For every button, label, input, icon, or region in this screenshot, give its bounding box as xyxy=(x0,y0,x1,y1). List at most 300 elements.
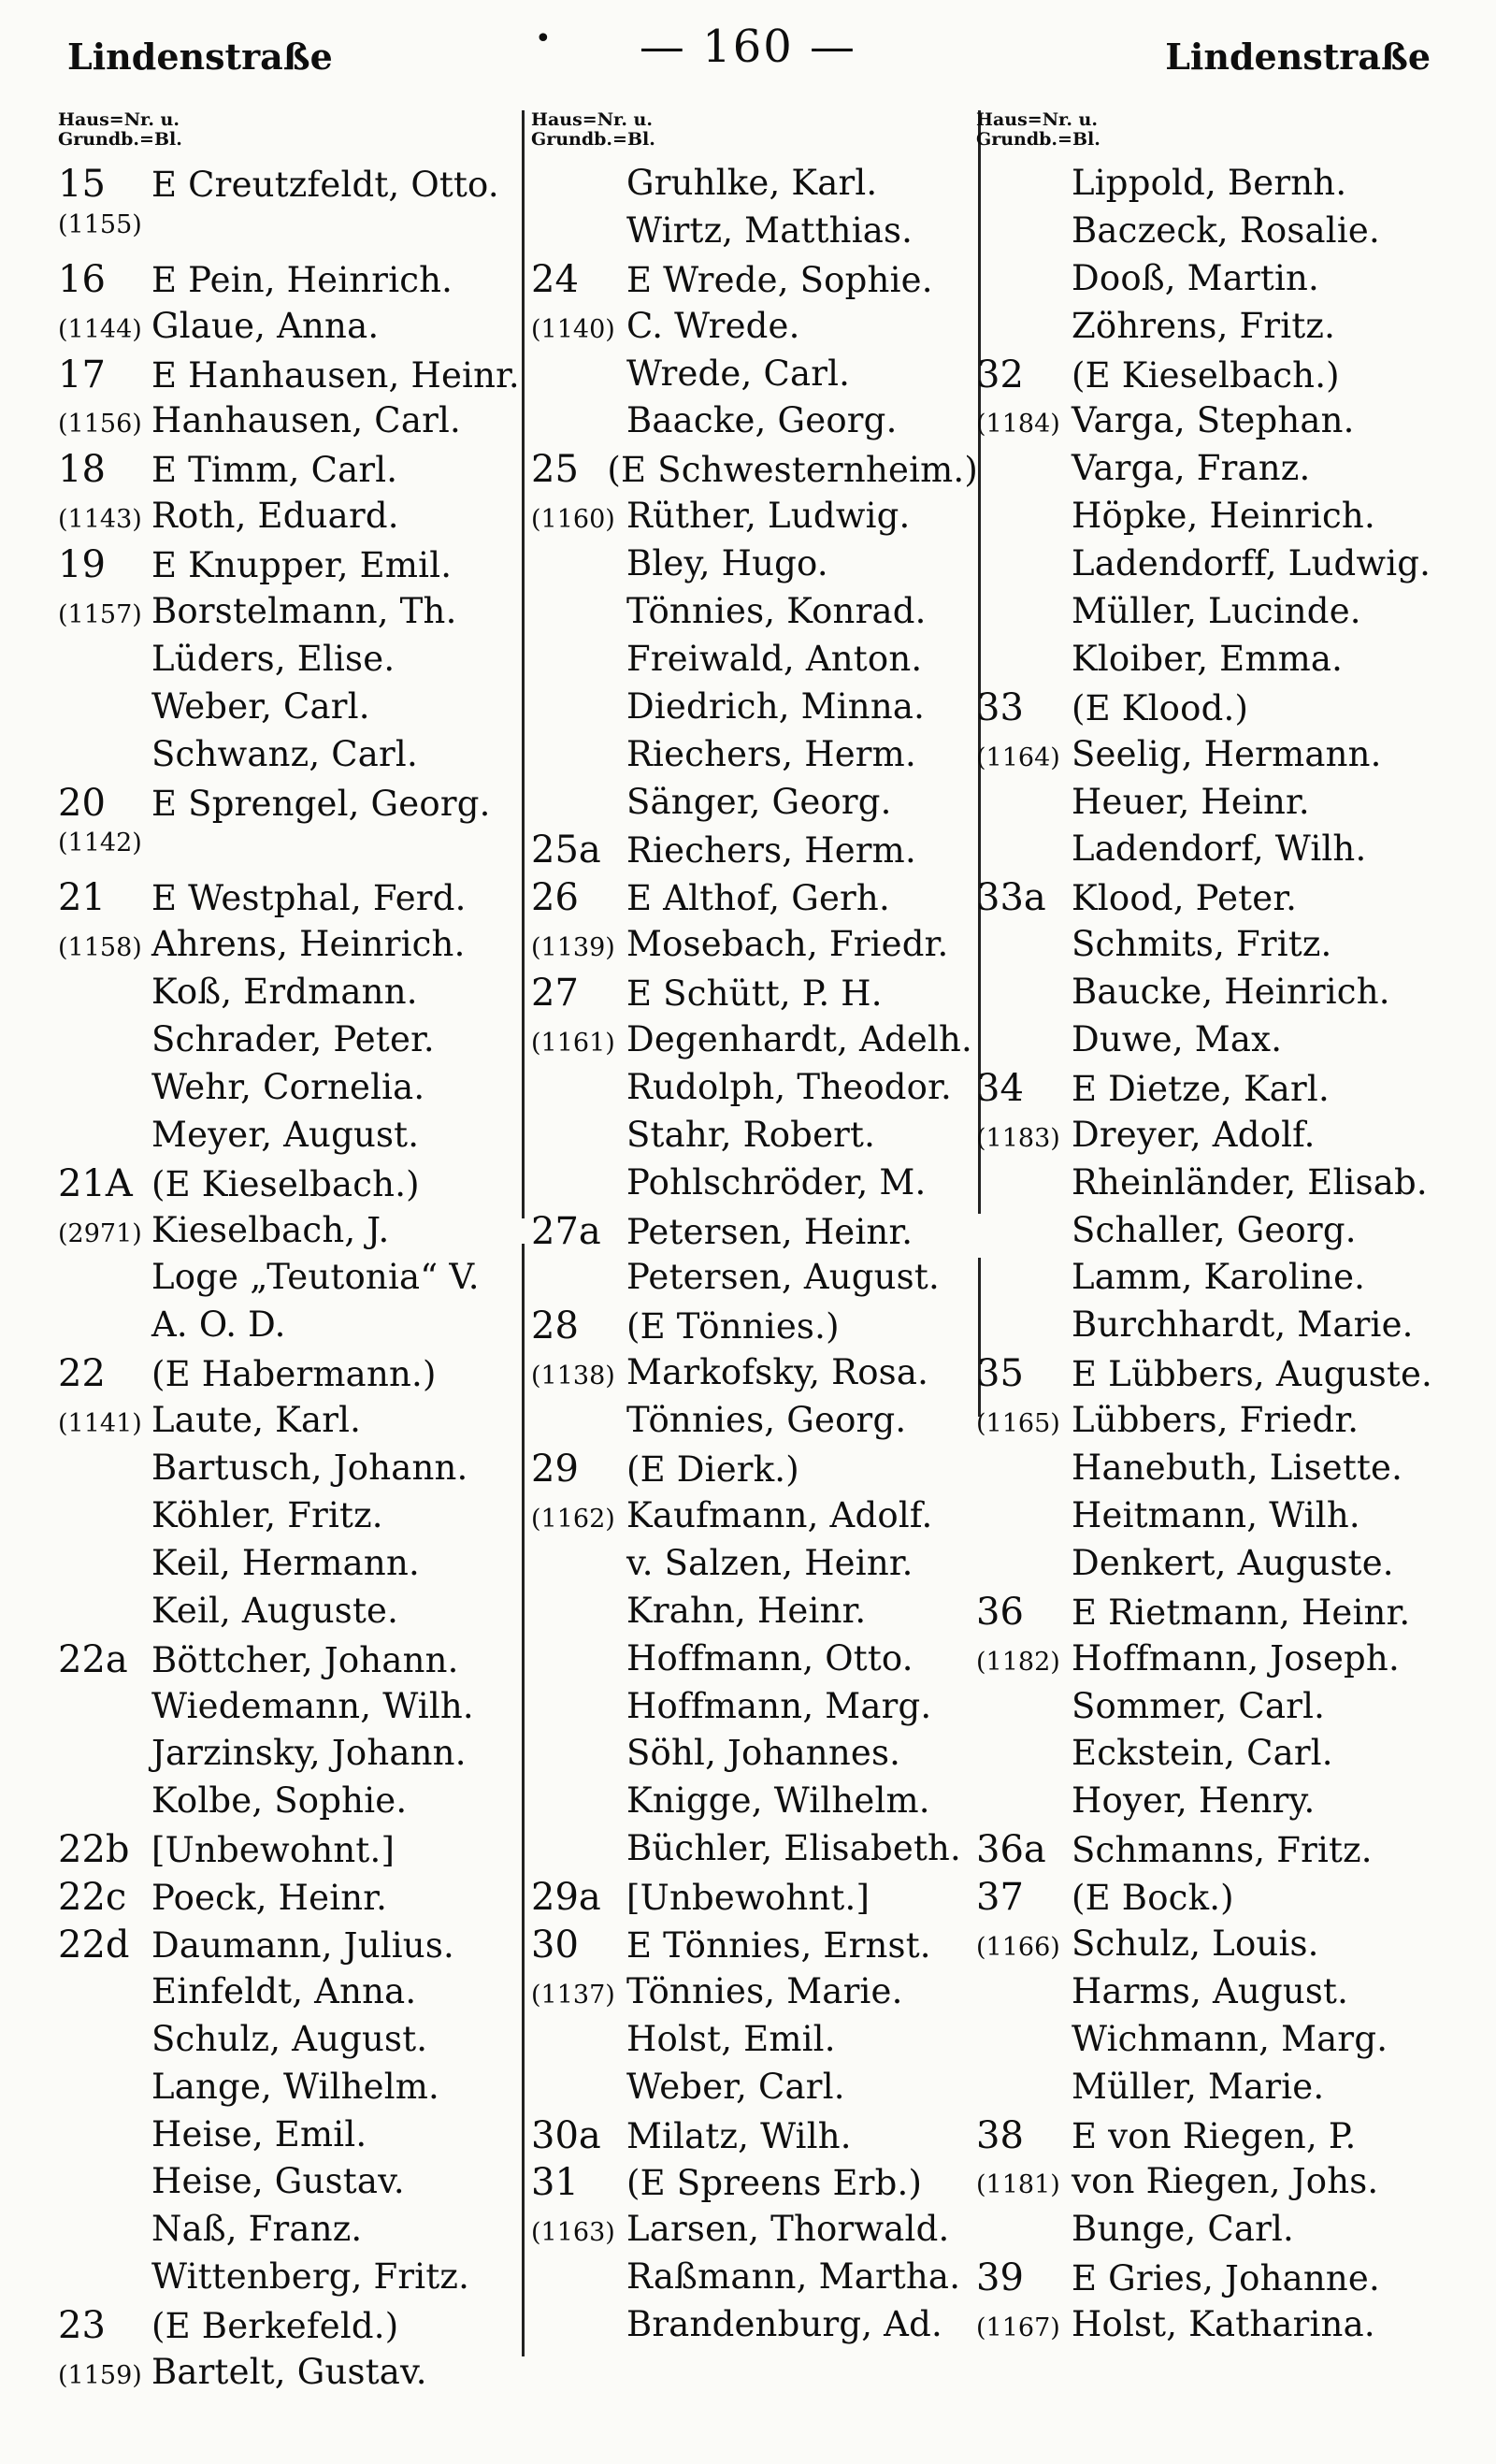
resident-name: (E Tönnies.) xyxy=(626,1306,840,1347)
directory-entry xyxy=(531,829,978,876)
directory-entry xyxy=(976,1352,1472,1400)
directory-entry xyxy=(976,2304,1472,2352)
directory-entry xyxy=(531,496,978,543)
resident-name: Petersen, Heinr. xyxy=(626,1211,913,1252)
directory-entry xyxy=(58,210,529,258)
house-number: 25 xyxy=(531,448,579,492)
resident-name: Roth, Eduard. xyxy=(151,496,399,537)
grundbuch-number: (1162) xyxy=(531,1504,615,1534)
directory-entry xyxy=(976,353,1472,401)
resident-name: Müller, Marie. xyxy=(1072,2066,1325,2107)
directory-entry xyxy=(58,2161,529,2209)
directory-entry xyxy=(531,1638,978,1686)
resident-name: (E Berkefeld.) xyxy=(151,2306,399,2347)
house-number: 33 xyxy=(976,685,1024,729)
directory-entry xyxy=(976,2114,1472,2162)
resident-name: (E Schwesternheim.) xyxy=(607,450,978,491)
directory-entry xyxy=(531,1876,978,1924)
resident-name: Varga, Stephan. xyxy=(1072,400,1355,441)
resident-name: Keil, Auguste. xyxy=(151,1590,399,1631)
resident-name: E Dietze, Karl. xyxy=(1072,1068,1330,1109)
directory-entry xyxy=(58,258,529,306)
directory-entry xyxy=(58,400,529,448)
directory-entry xyxy=(531,1971,978,2019)
directory-entry xyxy=(531,258,978,306)
grundbuch-number: (1155) xyxy=(58,209,142,239)
directory-entry xyxy=(531,2304,978,2352)
house-number: 22 xyxy=(58,1352,106,1396)
directory-entry xyxy=(531,2067,978,2114)
resident-name: Wirtz, Matthias. xyxy=(626,209,913,251)
resident-name: Baacke, Georg. xyxy=(626,400,898,441)
column-header-line: Grundb.=Bl. xyxy=(58,129,182,150)
directory-entry xyxy=(531,2209,978,2256)
resident-name: Böttcher, Johann. xyxy=(151,1639,459,1680)
resident-name: E Timm, Carl. xyxy=(151,450,398,491)
column-header xyxy=(976,110,1472,163)
resident-name: [Unbewohnt.] xyxy=(151,1830,396,1871)
directory-entry xyxy=(976,448,1472,496)
grundbuch-number: (1143) xyxy=(58,505,142,535)
resident-name: Markofsky, Rosa. xyxy=(626,1352,929,1393)
house-number: 27 xyxy=(531,972,579,1016)
resident-name: Laute, Karl. xyxy=(151,1400,362,1441)
directory-entry xyxy=(976,1400,1472,1448)
directory-entry xyxy=(531,1257,978,1304)
house-number: 22c xyxy=(58,1876,127,1920)
resident-name: (E Klood.) xyxy=(1072,687,1249,728)
directory-entry xyxy=(58,1495,529,1543)
resident-name: Hoyer, Henry. xyxy=(1072,1780,1316,1822)
directory-entry xyxy=(531,1210,978,1258)
directory-entry xyxy=(531,1162,978,1210)
grundbuch-number: (1158) xyxy=(58,933,142,963)
directory-entry xyxy=(58,1257,529,1304)
grundbuch-number: (1144) xyxy=(58,314,142,344)
resident-name: Höpke, Heinrich. xyxy=(1072,496,1375,537)
directory-entry xyxy=(58,448,529,496)
resident-name: Schulz, August. xyxy=(151,2018,428,2059)
directory-entry xyxy=(976,2161,1472,2209)
house-number: 38 xyxy=(976,2113,1024,2157)
resident-name: (E Dierk.) xyxy=(626,1449,799,1491)
directory-entry xyxy=(976,686,1472,734)
directory-entry xyxy=(976,543,1472,591)
directory-entry xyxy=(976,972,1472,1019)
resident-name: Hoffmann, Otto. xyxy=(626,1637,913,1679)
directory-entry xyxy=(976,496,1472,543)
resident-name: Freiwald, Anton. xyxy=(626,638,923,679)
resident-name: Büchler, Elisabeth. xyxy=(626,1828,962,1869)
resident-name: Zöhrens, Fritz. xyxy=(1072,305,1336,346)
house-number: 22b xyxy=(58,1828,130,1872)
directory-entry xyxy=(976,639,1472,686)
resident-name: Eckstein, Carl. xyxy=(1072,1733,1333,1774)
resident-name: Denkert, Auguste. xyxy=(1072,1542,1394,1583)
entry-list xyxy=(58,163,529,2399)
directory-entry xyxy=(58,1780,529,1828)
house-number: 28 xyxy=(531,1304,579,1348)
resident-name: Raßmann, Martha. xyxy=(626,2256,961,2298)
resident-name: Einfeldt, Anna. xyxy=(151,1970,417,2011)
house-number: 18 xyxy=(58,448,106,492)
directory-entry xyxy=(58,2067,529,2114)
grundbuch-number: (1157) xyxy=(58,600,142,630)
directory-entry xyxy=(976,1686,1472,1734)
resident-name: Heise, Gustav. xyxy=(151,2161,405,2202)
directory-entry xyxy=(976,2019,1472,2067)
resident-name: Tönnies, Georg. xyxy=(626,1400,907,1441)
resident-name: Kloiber, Emma. xyxy=(1072,638,1344,679)
directory-entry xyxy=(58,1543,529,1591)
directory-entry xyxy=(976,306,1472,353)
directory-entry xyxy=(531,1019,978,1067)
resident-name: Wehr, Cornelia. xyxy=(151,1066,425,1107)
house-number: 29 xyxy=(531,1448,579,1491)
house-number: 29a xyxy=(531,1876,601,1920)
grundbuch-number: (1142) xyxy=(58,829,142,858)
grundbuch-number: (1140) xyxy=(531,314,615,344)
directory-column-3 xyxy=(976,110,1472,2448)
resident-name: Pohlschröder, M. xyxy=(626,1161,927,1203)
directory-entry xyxy=(58,2114,529,2162)
directory-entry xyxy=(531,2256,978,2304)
directory-entry xyxy=(976,829,1472,876)
resident-name: Poeck, Heinr. xyxy=(151,1878,388,1919)
resident-name: Ahrens, Heinrich. xyxy=(151,924,466,965)
house-number: 25a xyxy=(531,829,601,872)
resident-name: Tönnies, Konrad. xyxy=(626,591,927,632)
directory-entry xyxy=(58,1733,529,1780)
resident-name: Baczeck, Rosalie. xyxy=(1072,209,1380,251)
directory-entry xyxy=(531,163,978,210)
house-number: 36 xyxy=(976,1590,1024,1634)
resident-name: Riechers, Herm. xyxy=(626,733,916,774)
directory-entry xyxy=(976,1543,1472,1591)
resident-name: Klood, Peter. xyxy=(1072,878,1298,919)
resident-name: Schmits, Fritz. xyxy=(1072,924,1332,965)
directory-entry xyxy=(58,1210,529,1258)
house-number: 30 xyxy=(531,1923,579,1967)
directory-entry xyxy=(531,639,978,686)
directory-entry xyxy=(531,591,978,639)
resident-name: Tönnies, Marie. xyxy=(626,1970,903,2011)
resident-name: E Schütt, P. H. xyxy=(626,973,883,1015)
directory-column-2 xyxy=(531,110,978,2448)
directory-entry xyxy=(976,1924,1472,1971)
directory-entry xyxy=(58,1162,529,1210)
resident-name: Schrader, Peter. xyxy=(151,1019,435,1060)
directory-entry xyxy=(531,686,978,734)
resident-name: E Gries, Johanne. xyxy=(1072,2258,1380,2299)
directory-entry xyxy=(531,1115,978,1162)
house-number: 15 xyxy=(58,163,106,206)
directory-entry xyxy=(531,734,978,782)
directory-entry xyxy=(58,1686,529,1734)
resident-name: Weber, Carl. xyxy=(151,685,370,727)
directory-entry xyxy=(58,1828,529,1876)
resident-name: Gruhlke, Karl. xyxy=(626,163,878,203)
resident-name: Wiedemann, Wilh. xyxy=(151,1685,474,1726)
grundbuch-number: (1167) xyxy=(976,2313,1060,2343)
resident-name: A. O. D. xyxy=(151,1304,286,1346)
directory-entry xyxy=(976,1448,1472,1495)
directory-entry xyxy=(531,1543,978,1591)
directory-entry xyxy=(58,1352,529,1400)
directory-entry xyxy=(58,1971,529,2019)
resident-name: Weber, Carl. xyxy=(626,2066,845,2107)
resident-name: Varga, Franz. xyxy=(1072,448,1311,489)
house-number: 19 xyxy=(58,543,106,587)
directory-entry xyxy=(58,2304,529,2352)
grundbuch-number: (1160) xyxy=(531,505,615,535)
directory-entry xyxy=(976,1638,1472,1686)
directory-entry xyxy=(976,876,1472,924)
directory-entry xyxy=(531,448,978,496)
directory-entry xyxy=(58,2019,529,2067)
resident-name: Heitmann, Wilh. xyxy=(1072,1494,1360,1535)
directory-entry xyxy=(976,210,1472,258)
directory-entry xyxy=(976,258,1472,306)
resident-name: Wrede, Carl. xyxy=(626,353,851,394)
resident-name: Söhl, Johannes. xyxy=(626,1733,901,1774)
resident-name: Köhler, Fritz. xyxy=(151,1494,383,1535)
house-number: 30a xyxy=(531,2113,601,2157)
grundbuch-number: (1166) xyxy=(976,1932,1060,1962)
resident-name: [Unbewohnt.] xyxy=(626,1878,870,1919)
directory-entry xyxy=(531,210,978,258)
directory-entry xyxy=(58,1115,529,1162)
resident-name: (E Spreens Erb.) xyxy=(626,2163,923,2204)
grundbuch-number: (1138) xyxy=(531,1362,615,1391)
directory-entry xyxy=(976,591,1472,639)
directory-entry xyxy=(58,1067,529,1115)
house-number: 35 xyxy=(976,1352,1024,1396)
resident-name: Bartelt, Gustav. xyxy=(151,2351,427,2392)
directory-entry xyxy=(976,1162,1472,1210)
house-number: 26 xyxy=(531,876,579,920)
resident-name: Hoffmann, Joseph. xyxy=(1072,1637,1400,1679)
directory-entry xyxy=(531,1733,978,1780)
resident-name: Petersen, August. xyxy=(626,1257,940,1298)
resident-name: Milatz, Wilh. xyxy=(626,2115,852,2156)
directory-entry xyxy=(531,1924,978,1971)
house-number: 22a xyxy=(58,1637,128,1681)
directory-entry xyxy=(531,1686,978,1734)
directory-entry xyxy=(58,1448,529,1495)
directory-entry xyxy=(58,1876,529,1924)
grundbuch-number: (1141) xyxy=(58,1409,142,1439)
resident-name: E Hanhausen, Heinr. xyxy=(151,354,520,396)
resident-name: Bley, Hugo. xyxy=(626,543,828,584)
resident-name: E von Riegen, P. xyxy=(1072,2115,1357,2156)
resident-name: Heise, Emil. xyxy=(151,2113,367,2154)
resident-name: Burchhardt, Marie. xyxy=(1072,1304,1414,1346)
directory-entry xyxy=(531,924,978,972)
page-header xyxy=(0,21,1496,77)
resident-name: v. Salzen, Heinr. xyxy=(626,1542,913,1583)
grundbuch-number: (1139) xyxy=(531,933,615,963)
house-number: 31 xyxy=(531,2161,579,2205)
resident-name: Harms, August. xyxy=(1072,1970,1349,2011)
column-header-line: Grundb.=Bl. xyxy=(531,129,655,150)
resident-name: Hanebuth, Lisette. xyxy=(1072,1448,1403,1489)
directory-entry xyxy=(976,1495,1472,1543)
resident-name: Schulz, Louis. xyxy=(1072,1923,1319,1964)
resident-name: Bartusch, Johann. xyxy=(151,1448,468,1489)
directory-entry xyxy=(531,2114,978,2162)
directory-entry xyxy=(531,2161,978,2209)
resident-name: Jarzinsky, Johann. xyxy=(151,1733,467,1774)
directory-entry xyxy=(58,496,529,543)
directory-entry xyxy=(976,734,1472,782)
house-number: 33a xyxy=(976,876,1046,920)
grundbuch-number: (1183) xyxy=(976,1123,1060,1153)
directory-entry xyxy=(976,1733,1472,1780)
resident-name: E Wrede, Sophie. xyxy=(626,259,933,300)
directory-entry xyxy=(58,163,529,210)
resident-name: Brandenburg, Ad. xyxy=(626,2304,942,2345)
resident-name: Schaller, Georg. xyxy=(1072,1209,1357,1250)
resident-name: von Riegen, Johs. xyxy=(1072,2161,1379,2202)
resident-name: Borstelmann, Th. xyxy=(151,591,457,632)
house-number: 32 xyxy=(976,353,1024,396)
resident-name: Diedrich, Minna. xyxy=(626,685,926,727)
resident-name: Lippold, Bernh. xyxy=(1072,163,1347,203)
directory-entry xyxy=(531,306,978,353)
column-header-line: Grundb.=Bl. xyxy=(976,129,1100,150)
resident-name: Lamm, Karoline. xyxy=(1072,1257,1366,1298)
resident-name: (E Bock.) xyxy=(1072,1878,1234,1919)
grundbuch-number: (1163) xyxy=(531,2218,615,2248)
resident-name: Seelig, Hermann. xyxy=(1072,733,1382,774)
directory-entry xyxy=(531,1400,978,1448)
grundbuch-number: (1137) xyxy=(531,1980,615,2010)
directory-entry xyxy=(976,1971,1472,2019)
resident-name: E Westphal, Ferd. xyxy=(151,878,467,919)
resident-name: Stahr, Robert. xyxy=(626,1114,876,1155)
house-number: 24 xyxy=(531,257,579,301)
directory-entry xyxy=(58,1400,529,1448)
directory-entry xyxy=(58,829,529,876)
directory-entry xyxy=(58,972,529,1019)
directory-entry xyxy=(531,1352,978,1400)
directory-entry xyxy=(976,2209,1472,2256)
resident-name: Glaue, Anna. xyxy=(151,305,380,346)
directory-column-1 xyxy=(58,110,529,2448)
house-number: 34 xyxy=(976,1066,1024,1110)
directory-entry xyxy=(976,163,1472,210)
resident-name: Baucke, Heinrich. xyxy=(1072,972,1390,1013)
resident-name: Bunge, Carl. xyxy=(1072,2209,1295,2250)
resident-name: Lüders, Elise. xyxy=(151,638,396,679)
directory-entry xyxy=(58,353,529,401)
resident-name: Lübbers, Friedr. xyxy=(1072,1400,1359,1441)
directory-entry xyxy=(58,1638,529,1686)
grundbuch-number: (1159) xyxy=(58,2360,142,2390)
house-number: 36a xyxy=(976,1828,1046,1872)
resident-name: Degenhardt, Adelh. xyxy=(626,1019,972,1060)
resident-name: Riechers, Herm. xyxy=(626,830,916,872)
resident-name: Holst, Emil. xyxy=(626,2018,836,2059)
grundbuch-number: (1165) xyxy=(976,1409,1060,1439)
directory-entry xyxy=(58,2256,529,2304)
directory-entry xyxy=(531,1828,978,1876)
column-header-line: Haus=Nr. u. xyxy=(58,109,180,130)
grundbuch-number: (1181) xyxy=(976,2170,1060,2200)
directory-entry xyxy=(531,972,978,1019)
running-head-left: Lindenstraße xyxy=(67,36,333,78)
resident-name: Rheinländer, Elisab. xyxy=(1072,1161,1428,1203)
directory-entry xyxy=(531,400,978,448)
resident-name: E Rietmann, Heinr. xyxy=(1072,1592,1411,1633)
column-header-line: Haus=Nr. u. xyxy=(531,109,653,130)
resident-name: Larsen, Thorwald. xyxy=(626,2209,950,2250)
directory-entry xyxy=(531,1448,978,1495)
directory-entry xyxy=(976,2067,1472,2114)
column-header-line: Haus=Nr. u. xyxy=(976,109,1098,130)
resident-name: Wittenberg, Fritz. xyxy=(151,2256,470,2298)
directory-entry xyxy=(58,591,529,639)
resident-name: Keil, Hermann. xyxy=(151,1542,420,1583)
directory-entry xyxy=(58,1924,529,1971)
directory-entry xyxy=(531,1780,978,1828)
directory-entry xyxy=(58,686,529,734)
directory-entry xyxy=(58,782,529,829)
house-number: 37 xyxy=(976,1876,1024,1920)
directory-entry xyxy=(976,1210,1472,1258)
resident-name: Schwanz, Carl. xyxy=(151,733,418,774)
directory-entry xyxy=(976,1115,1472,1162)
directory-entry xyxy=(531,543,978,591)
house-number: 39 xyxy=(976,2256,1024,2300)
resident-name: Ladendorff, Ludwig. xyxy=(1072,543,1431,584)
resident-name: Kaufmann, Adolf. xyxy=(626,1494,933,1535)
directory-entry xyxy=(976,924,1472,972)
directory-entry xyxy=(58,2209,529,2256)
resident-name: Rüther, Ludwig. xyxy=(626,496,911,537)
page-number: — 160 — xyxy=(639,21,857,73)
directory-entry xyxy=(531,1067,978,1115)
directory-entry xyxy=(976,1876,1472,1924)
directory-entry xyxy=(58,639,529,686)
directory-entry xyxy=(58,1591,529,1638)
resident-name: Hanhausen, Carl. xyxy=(151,400,461,441)
resident-name: Loge „Teutonia“ V. xyxy=(151,1257,480,1298)
resident-name: Knigge, Wilhelm. xyxy=(626,1780,930,1822)
house-number: 16 xyxy=(58,257,106,301)
house-number: 20 xyxy=(58,781,106,825)
directory-entry xyxy=(976,1828,1472,1876)
directory-entry xyxy=(976,400,1472,448)
directory-entry xyxy=(58,734,529,782)
entry-list xyxy=(976,163,1472,2352)
running-head-right: Lindenstraße xyxy=(1165,36,1431,78)
directory-entry xyxy=(531,876,978,924)
resident-name: Lange, Wilhelm. xyxy=(151,2066,440,2107)
resident-name: (E Kieselbach.) xyxy=(1072,354,1340,396)
resident-name: Kieselbach, J. xyxy=(151,1209,390,1250)
directory-entry xyxy=(58,924,529,972)
directory-entry xyxy=(531,1591,978,1638)
directory-entry xyxy=(531,353,978,401)
directory-entry xyxy=(58,543,529,591)
grundbuch-number: (1156) xyxy=(58,410,142,439)
directory-entry xyxy=(531,782,978,829)
directory-entry xyxy=(976,1304,1472,1352)
house-number: 21 xyxy=(58,876,106,920)
directory-entry xyxy=(58,1304,529,1352)
